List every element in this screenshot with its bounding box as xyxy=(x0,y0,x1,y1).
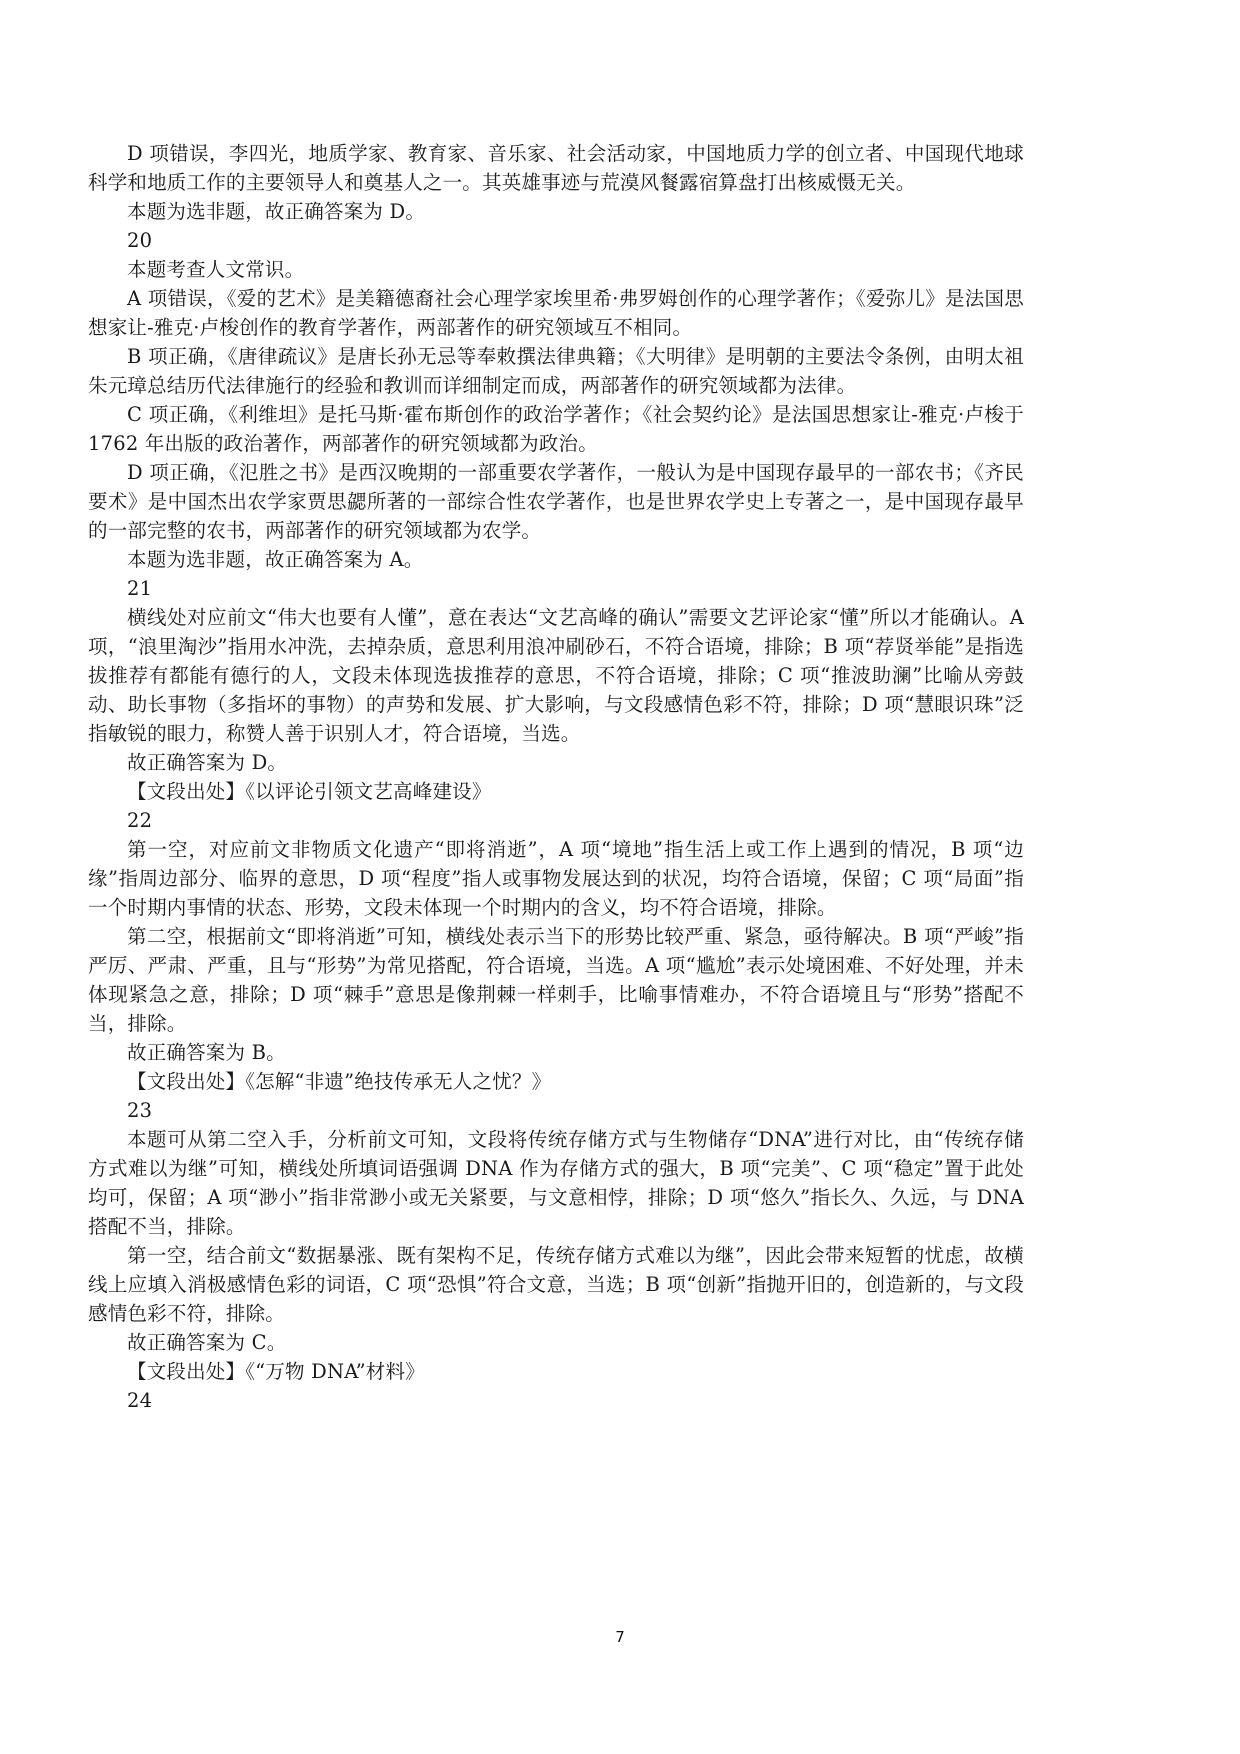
document-page xyxy=(88,139,1024,1415)
paragraph-20-option-c: C 项正确，《利维坦》是托马斯·霍布斯创作的政治学著作；《社会契约论》是法国思想家让-雅克·卢梭于 1762 年出版的政治著作，两部著作的研究领域都为政治。 xyxy=(88,403,1024,455)
question-number-21: 21 xyxy=(127,577,153,600)
paragraph-19-option-d: D 项错误，李四光，地质学家、教育家、音乐家、社会活动家，中国地质力学的创立者、中国现代地球科学和地质工作的主要领导人和奠基人之一。其英雄事迹与荒漠风餐露宿算盘打出核威慑无关。 xyxy=(88,142,1024,194)
question-number-22: 22 xyxy=(127,809,153,832)
paragraph-20-option-d: D 项正确，《氾胜之书》是西汉晚期的一部重要农学著作，一般认为是中国现存最早的一部农书；《齐民要术》是中国杰出农学家贾思勰所著的一部综合性农学著作，也是世界农学史上专著之一，是中国现存最早的一部完整的农书，两部著作的研究领域都为农学。 xyxy=(88,461,1024,542)
paragraph-22-second-blank: 第二空，根据前文“即将消逝”可知，横线处表示当下的形势比较严重、紧急，亟待解决。B 项“严峻”指严厉、严肃、严重，且与“形势”为常见搭配，符合语境，当选。A 项“尴尬”表示处境困难、不好处理，并未体现紧急之意，排除；D 项“棘手”意思是像荆棘一样刺手，比喻事情难办，不符合语境且与“形势”搭配不当，排除。 xyxy=(88,925,1024,1035)
answer-21: 故正确答案为 D。 xyxy=(127,751,288,774)
paragraph-23-first-blank: 第一空，结合前文“数据暴涨、既有架构不足，传统存储方式难以为继”，因此会带来短暂的忧虑，故横线上应填入消极感情色彩的词语，C 项“恐惧”符合文意，当选；B 项“创新”指抛开旧的，创造新的，与文段感情色彩不符，排除。 xyxy=(88,1244,1024,1325)
question-number-23: 23 xyxy=(127,1099,153,1122)
answer-23: 故正确答案为 C。 xyxy=(127,1331,287,1354)
paragraph-22-first-blank: 第一空，对应前文非物质文化遗产“即将消逝”，A 项“境地”指生活上或工作上遇到的情况，B 项“边缘”指周边部分、临界的意思，D 项“程度”指人或事物发展达到的状况，均符合语境，保留；C 项“局面”指一个时期内事情的状态、形势，文段未体现一个时期内的含义，均不符合语境，排除。 xyxy=(88,838,1024,919)
source-21: 【文段出处】《以评论引领文艺高峰建设》 xyxy=(127,780,492,803)
paragraph-23-second-blank: 本题可从第二空入手，分析前文可知，文段将传统存储方式与生物储存“DNA”进行对比，由“传统存储方式难以为继”可知，横线处所填词语强调 DNA 作为存储方式的强大，B 项“完美”、C 项“稳定”置于此处均可，保留；A 项“渺小”指非常渺小或无关紧要，与文意相悖，排除；D 项“悠久”指长久、久远，与 DNA 搭配不当，排除。 xyxy=(88,1128,1024,1238)
answer-20: 本题为选非题，故正确答案为 A。 xyxy=(127,548,424,571)
answer-22: 故正确答案为 B。 xyxy=(127,1041,286,1064)
page-number: 7 xyxy=(615,1628,625,1646)
paragraph-20-option-a: A 项错误，《爱的艺术》是美籍德裔社会心理学家埃里希·弗罗姆创作的心理学著作；《爱弥儿》是法国思想家让-雅克·卢梭创作的教育学著作，两部著作的研究领域互不相同。 xyxy=(88,287,1024,339)
source-23: 【文段出处】《“万物 DNA”材料》 xyxy=(127,1360,425,1383)
paragraph-21-analysis: 横线处对应前文“伟大也要有人懂”，意在表达“文艺高峰的确认”需要文艺评论家“懂”所以才能确认。A 项，“浪里淘沙”指用水冲洗，去掉杂质，意思利用浪冲刷砂石，不符合语境，排除；B 项“荐贤举能”是指选拔推荐有都能有德行的人，文段未体现选拔推荐的意思，不符合语境，排除；C 项“推波助澜”比喻从旁鼓动、助长事物（多指坏的事物）的声势和发展、扩大影响，与文段感情色彩不符，排除；D 项“慧眼识珠”泛指敏锐的眼力，称赞人善于识别人才，符合语境，当选。 xyxy=(88,606,1024,745)
paragraph-20-option-b: B 项正确，《唐律疏议》是唐长孙无忌等奉敕撰法律典籍；《大明律》是明朝的主要法令条例，由明太祖朱元璋总结历代法律施行的经验和教训而详细制定而成，两部著作的研究领域都为法律。 xyxy=(88,345,1024,397)
topic-20: 本题考查人文常识。 xyxy=(127,258,305,281)
source-22: 【文段出处】《怎解“非遗”绝技传承无人之忧？》 xyxy=(127,1070,552,1093)
question-number-20: 20 xyxy=(127,229,153,252)
question-number-24: 24 xyxy=(127,1389,153,1412)
answer-19: 本题为选非题，故正确答案为 D。 xyxy=(127,200,426,223)
